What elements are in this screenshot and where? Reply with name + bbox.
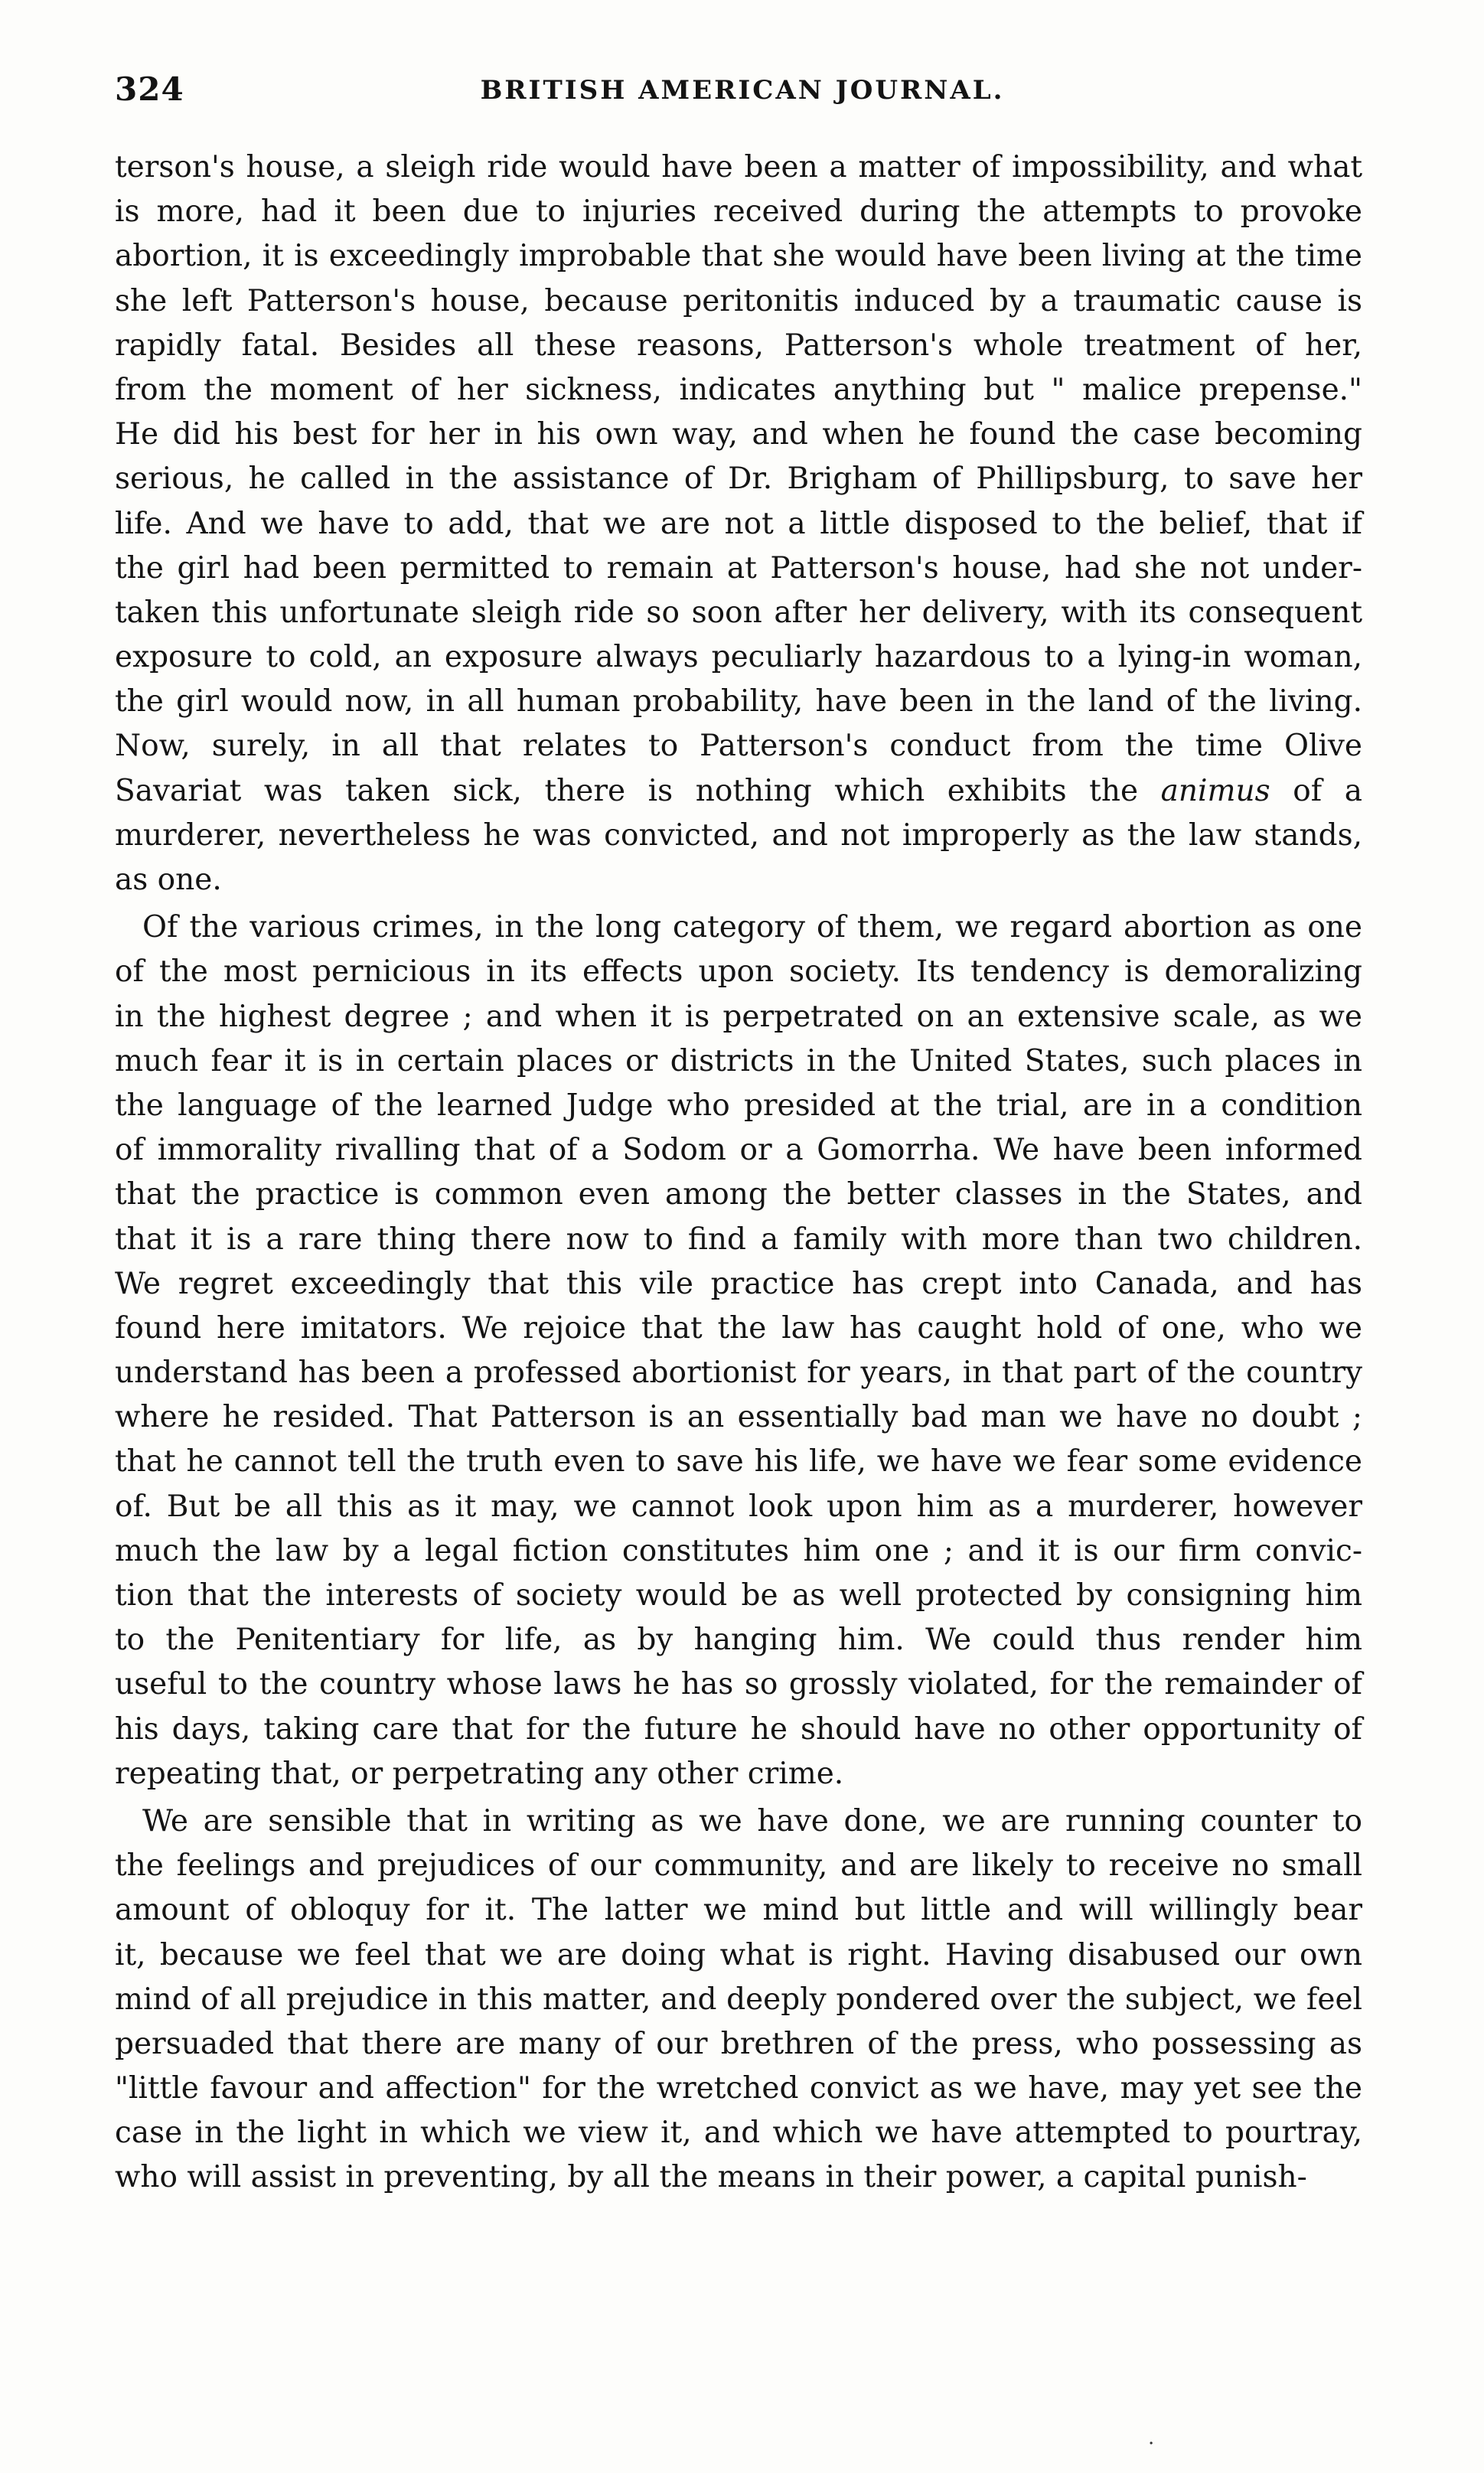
text-line: of the most pernicious in its effects upon society. Its tendency is demoralizing — [115, 954, 1362, 990]
text-line: from the moment of her sickness, indicates anything but " malice prepense." — [115, 372, 1362, 407]
text-line: amount of obloquy for it. The latter we mind but little and will willingly bear — [115, 1893, 1362, 1928]
text-line: We are sensible that in writing as we have done, we are running counter to — [142, 1803, 1362, 1838]
text-line: murderer, nevertheless he was convicted, and not improperly as the law stands, — [115, 817, 1362, 853]
text-line: who will assist in preventing, by all the means in their power, a capital punish- — [115, 2160, 1307, 2195]
text-line: case in the light in which we view it, and which we have attempted to pourtray, — [115, 2116, 1362, 2151]
text-line: abortion, it is exceedingly improbable that she would have been living at the time — [115, 239, 1362, 274]
text-line: "little favour and affection" for the wretched convict as we have, may yet see the — [115, 2071, 1362, 2106]
text-line: much fear it is in certain places or districts in the United States, such places in — [115, 1043, 1362, 1078]
text-line: serious, he called in the assistance of Dr. Brigham of Phillipsburg, to save her — [115, 462, 1362, 497]
text-line: that the practice is common even among the better classes in the States, and — [115, 1177, 1362, 1212]
text-line: the girl had been permitted to remain at Patterson's house, had she not under- — [115, 550, 1362, 586]
running-head: BRITISH AMERICAN JOURNAL. — [480, 75, 1005, 106]
text-line: Savariat was taken sick, there is nothing which exhibits the animus of a — [115, 773, 1362, 808]
text-line: it, because we feel that we are doing what is right. Having disabused our own — [115, 1937, 1362, 1972]
text-line: that he cannot tell the truth even to save his life, we have we fear some evidence — [115, 1444, 1362, 1480]
text-line: she left Patterson's house, because peritonitis induced by a traumatic cause is — [115, 283, 1362, 318]
text-line: life. And we have to add, that we are not a little disposed to the belief, that if — [115, 506, 1362, 541]
text-line: is more, had it been due to injuries received during the attempts to provoke — [115, 194, 1362, 230]
page-header — [115, 70, 1370, 124]
text-line: found here imitators. We rejoice that the law has caught hold of one, who we — [115, 1310, 1362, 1346]
text-line: useful to the country whose laws he has so grossly violated, for the remainder of — [115, 1667, 1362, 1702]
text-line: We regret exceedingly that this vile practice has crept into Canada, and has — [115, 1266, 1362, 1301]
text-line: that it is a rare thing there now to find a family with more than two children. — [115, 1222, 1362, 1257]
text-line: Of the various crimes, in the long category of them, we regard abortion as one — [142, 910, 1362, 945]
text-line: much the law by a legal fiction constitutes him one ; and it is our firm convic- — [115, 1533, 1362, 1568]
text-line: the feelings and prejudices of our community, and are likely to receive no small — [115, 1848, 1362, 1884]
body-text — [115, 145, 1362, 2201]
text-line: terson's house, a sleigh ride would have been a matter of impossibility, and what — [115, 150, 1362, 184]
text-line: tion that the interests of society would be as well protected by consigning him — [115, 1578, 1362, 1613]
text-line: the language of the learned Judge who presided at the trial, are in a condition — [115, 1088, 1362, 1123]
text-line: as one. — [115, 863, 222, 897]
text-line: repeating that, or perpetrating any other crime. — [115, 1756, 844, 1791]
text-line: of. But be all this as it may, we cannot look upon him as a murderer, however — [115, 1489, 1362, 1524]
text-line: Now, surely, in all that relates to Patterson's conduct from the time Olive — [115, 729, 1362, 764]
text-line: understand has been a professed abortionist for years, in that part of the country — [115, 1356, 1362, 1391]
text-line: rapidly fatal. Besides all these reasons, Patterson's whole treatment of her, — [115, 328, 1362, 363]
text-line: mind of all prejudice in this matter, and deeply pondered over the subject, we feel — [115, 1982, 1362, 2017]
page-number: 324 — [115, 70, 184, 108]
text-line: taken this unfortunate sleigh ride so soon after her delivery, with its consequent — [115, 595, 1362, 630]
text-line: where he resided. That Patterson is an essentially bad man we have no doubt ; — [115, 1400, 1362, 1435]
text-line: the girl would now, in all human probability, have been in the land of the living. — [115, 684, 1362, 719]
text-line: in the highest degree ; and when it is perpetrated on an extensive scale, as we — [115, 999, 1362, 1034]
text-line: He did his best for her in his own way, and when he found the case becoming — [115, 417, 1362, 452]
footer-mark: . — [1148, 2426, 1155, 2449]
text-line: of immorality rivalling that of a Sodom or a Gomorrha. We have been informed — [115, 1133, 1362, 1168]
text-line: his days, taking care that for the future he should have no other opportunity of — [115, 1711, 1362, 1747]
text-line: exposure to cold, an exposure always peculiarly hazardous to a lying-in woman, — [115, 640, 1362, 675]
text-line: persuaded that there are many of our brethren of the press, who possessing as — [115, 2026, 1362, 2061]
text-line: to the Penitentiary for life, as by hanging him. We could thus render him — [115, 1623, 1362, 1658]
italic-word: animus — [1160, 773, 1270, 808]
